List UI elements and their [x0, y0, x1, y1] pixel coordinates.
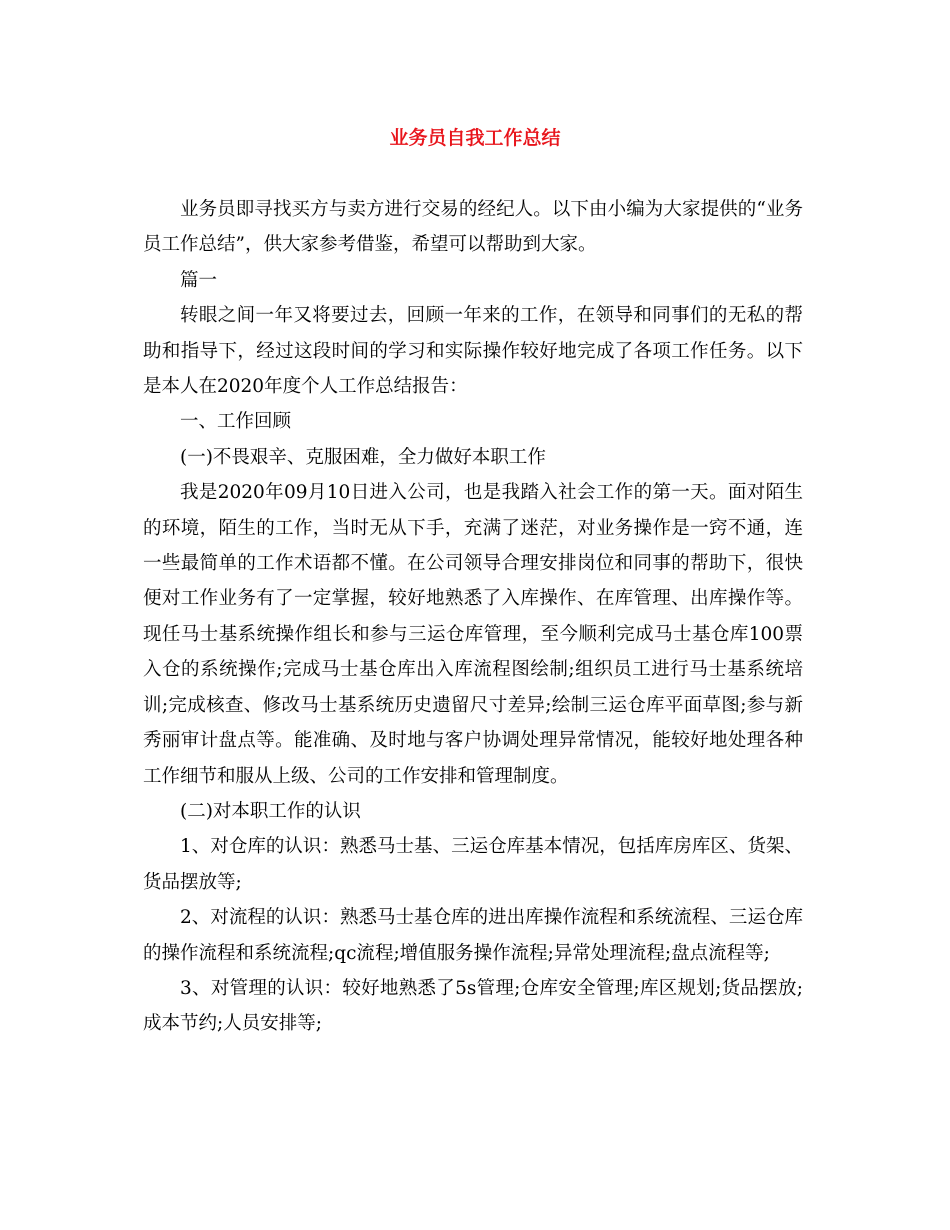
subsection-heading-one: (一)不畏艰辛、克服困难，全力做好本职工作 [180, 446, 546, 468]
document-title: 业务员自我工作总结 [389, 127, 561, 149]
section-heading-work-review: 一、工作回顾 [180, 411, 292, 433]
paragraph-part-one-heading: 篇一 [180, 269, 218, 291]
paragraph-work-details: 我是2020年09月10日进入公司，也是我踏入社会工作的第一天。面对陌生的环境，陌生的工作，当时无从下手，充满了迷茫，对业务操作是一窍不通，连一些最简单的工作术语都不懂。在公司领导合理安排岗位和同事的帮助下，很快便对工作业务有了一定掌握，较好地熟悉了入库操作、在库管理、出库操作等。现任马士基系统操作组长和参与三运仓库管理，至今顺利完成马士基仓库100票入仓的系统操作;完成马士基仓库出入库流程图绘制;组织员工进行马士基系统培训;完成核查、修改马士基系统历史遗留尺寸差异;绘制三运仓库平面草图;参与新秀丽审计盘点等。能准确、及时地与客户协调处理异常情况，能较好地处理各种工作细节和服从上级、公司的工作安排和管理制度。 [143, 482, 803, 787]
list-item-warehouse: 1、对仓库的认识：熟悉马士基、三运仓库基本情况，包括库房库区、货架、货品摆放等; [143, 836, 803, 893]
subsection-heading-two: (二)对本职工作的认识 [180, 800, 361, 822]
document-body [143, 192, 803, 1042]
paragraph-opening: 转眼之间一年又将要过去，回顾一年来的工作，在领导和同事们的无私的帮助和指导下，经过这段时间的学习和实际操作较好地完成了各项工作任务。以下是本人在2020年度个人工作总结报告： [143, 305, 803, 398]
list-item-management: 3、对管理的认识：较好地熟悉了5s管理;仓库安全管理;库区规划;货品摆放;成本节约;人员安排等; [143, 977, 803, 1035]
list-item-process: 2、对流程的认识：熟悉马士基仓库的进出库操作流程和系统流程、三运仓库的操作流程和系统流程;qc流程;增值服务操作流程;异常处理流程;盘点流程等; [143, 907, 803, 964]
paragraph-intro: 业务员即寻找买方与卖方进行交易的经纪人。以下由小编为大家提供的“业务员工作总结”，供大家参考借鉴，希望可以帮助到大家。 [143, 199, 803, 256]
